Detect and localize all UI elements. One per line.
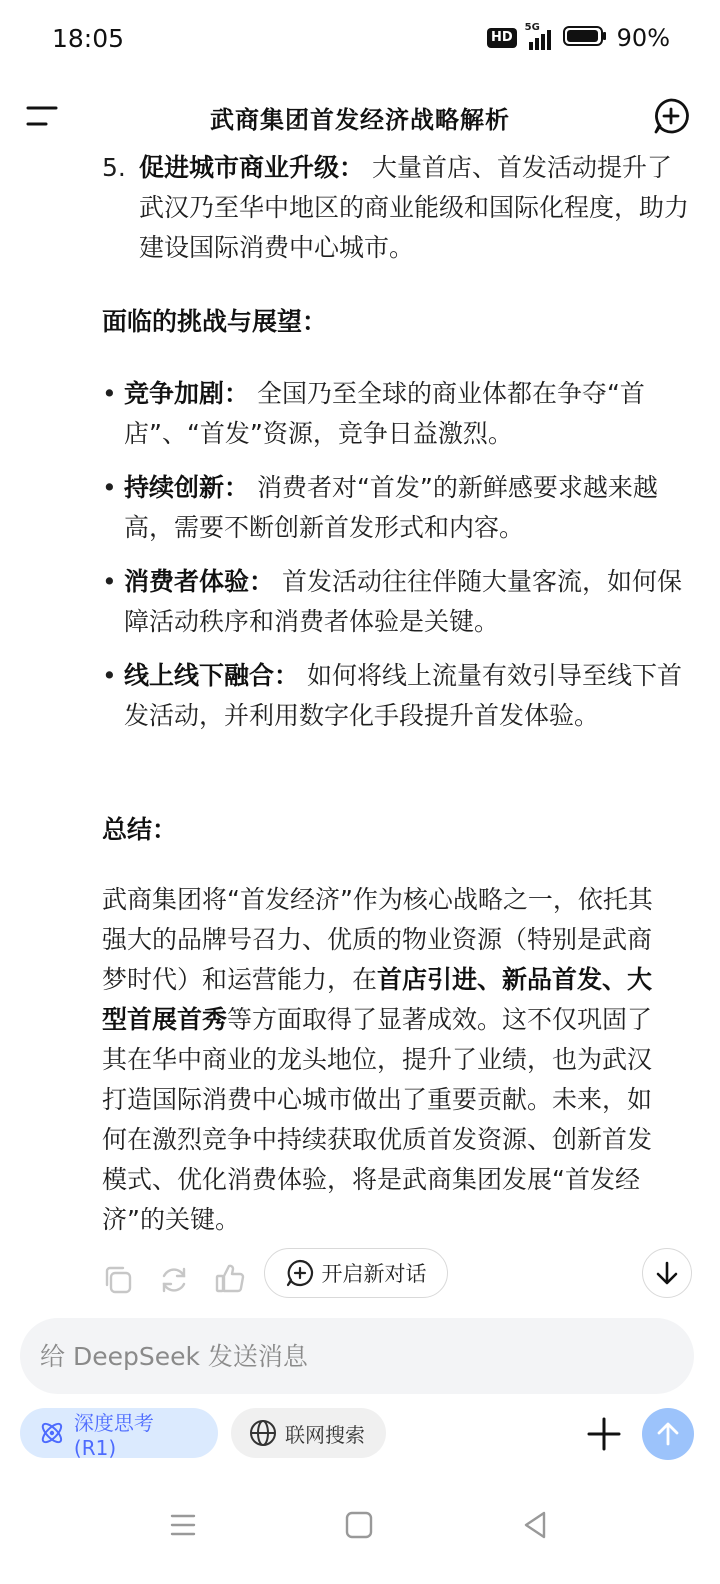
bullet-item	[102, 374, 692, 454]
list-item-title: 促进城市商业升级：	[139, 153, 365, 182]
new-chat-button[interactable]	[652, 97, 690, 135]
web-search-toggle[interactable]	[231, 1408, 386, 1458]
bullet-dot: •	[102, 473, 117, 502]
summary-bold: 首店引进、新品首发、大型首展首秀	[102, 965, 653, 1034]
nav-home-button[interactable]	[342, 1508, 376, 1542]
summary-paragraph	[102, 880, 672, 1240]
menu-icon	[166, 1508, 200, 1542]
thumbs-up-button[interactable]	[214, 1262, 246, 1294]
scroll-down-button[interactable]	[642, 1248, 692, 1298]
challenges-heading: 面临的挑战与展望：	[102, 307, 328, 336]
copy-button[interactable]	[102, 1264, 134, 1296]
message-input-container	[20, 1318, 694, 1394]
attach-button[interactable]	[584, 1414, 624, 1454]
bullet-title: 持续创新：	[124, 473, 250, 502]
send-button[interactable]	[642, 1408, 694, 1460]
bullet-text: 如何将线上流量有效引导至线下首发活动，并利用数字化手段提升首发体验。	[124, 661, 682, 730]
bullet-text: 全国乃至全球的商业体都在争夺“首店”、“首发”资源，竞争日益激烈。	[124, 379, 645, 448]
page-title: 武商集团首发经济战略解析	[210, 106, 510, 134]
summary-text: 等方面取得了显著成效。这不仅巩固了其在华中商业的龙头地位，提升了业绩，也为武汉打造国际消费中心城市做出了重要贡献。未来，如何在激烈竞争中持续获取优质首发资源、创新首发模式、优化消费体验，将是武商集团发展“首发经济”的关键。	[102, 1005, 653, 1234]
nav-back-button[interactable]	[518, 1508, 552, 1542]
list-item-text: 大量首店、首发活动提升了武汉乃至华中地区的商业能级和国际化程度，助力建设国际消费中心城市。	[139, 153, 690, 262]
system-nav-bar	[0, 1500, 720, 1550]
status-time: 18:05	[52, 24, 125, 53]
plus-icon	[584, 1414, 624, 1454]
bullet-dot: •	[102, 379, 117, 408]
bullet-item	[102, 562, 692, 642]
message-input[interactable]	[40, 1318, 670, 1394]
bullet-text: 消费者对“首发”的新鲜感要求越来越高，需要不断创新首发形式和内容。	[124, 473, 658, 542]
copy-icon	[102, 1264, 134, 1296]
chat-content	[0, 146, 720, 1296]
message-actions	[0, 1248, 720, 1304]
regenerate-button[interactable]	[158, 1264, 190, 1296]
atom-icon	[38, 1419, 66, 1447]
list-number: 5.	[102, 153, 126, 182]
deep-think-label: 深度思考 (R1)	[73, 1410, 154, 1460]
list-item	[102, 148, 692, 268]
new-chat-icon	[652, 97, 690, 135]
new-chat-icon	[286, 1259, 314, 1287]
status-indicators	[487, 24, 670, 52]
bullet-dot: •	[102, 661, 117, 690]
bullet-title: 消费者体验：	[124, 567, 275, 596]
summary-heading: 总结：	[102, 815, 178, 844]
bullet-title: 竞争加剧：	[124, 379, 250, 408]
battery-level: 90%	[616, 24, 670, 52]
hd-badge: HD	[487, 28, 517, 48]
bullet-item	[102, 468, 692, 548]
regenerate-icon	[158, 1264, 190, 1296]
header	[0, 88, 720, 144]
summary-text: 武商集团将“首发经济”作为核心战略之一，依托其强大的品牌号召力、优质的物业资源（特别是武商梦时代）和运营能力，在	[102, 885, 653, 994]
nav-menu-button[interactable]	[166, 1508, 200, 1542]
signal-icon	[524, 22, 553, 50]
battery-icon	[563, 25, 607, 51]
input-toolbar	[0, 1408, 720, 1460]
new-conversation-button[interactable]	[264, 1248, 448, 1298]
bullet-text: 首发活动往往伴随大量客流，如何保障活动秩序和消费者体验是关键。	[124, 567, 682, 636]
arrow-down-icon	[653, 1259, 681, 1287]
globe-icon	[249, 1419, 277, 1447]
web-search-label: 联网搜索	[285, 1422, 365, 1447]
status-bar	[0, 0, 720, 80]
deep-think-toggle[interactable]	[20, 1408, 218, 1458]
square-icon	[342, 1508, 376, 1542]
back-triangle-icon	[518, 1508, 552, 1542]
new-conversation-label: 开启新对话	[321, 1262, 427, 1286]
network-type: 5G	[524, 22, 540, 33]
arrow-up-icon	[654, 1420, 682, 1448]
bullet-title: 线上线下融合：	[124, 661, 300, 690]
bullet-item	[102, 656, 692, 736]
thumbs-up-icon	[214, 1262, 246, 1294]
bullet-dot: •	[102, 567, 117, 596]
